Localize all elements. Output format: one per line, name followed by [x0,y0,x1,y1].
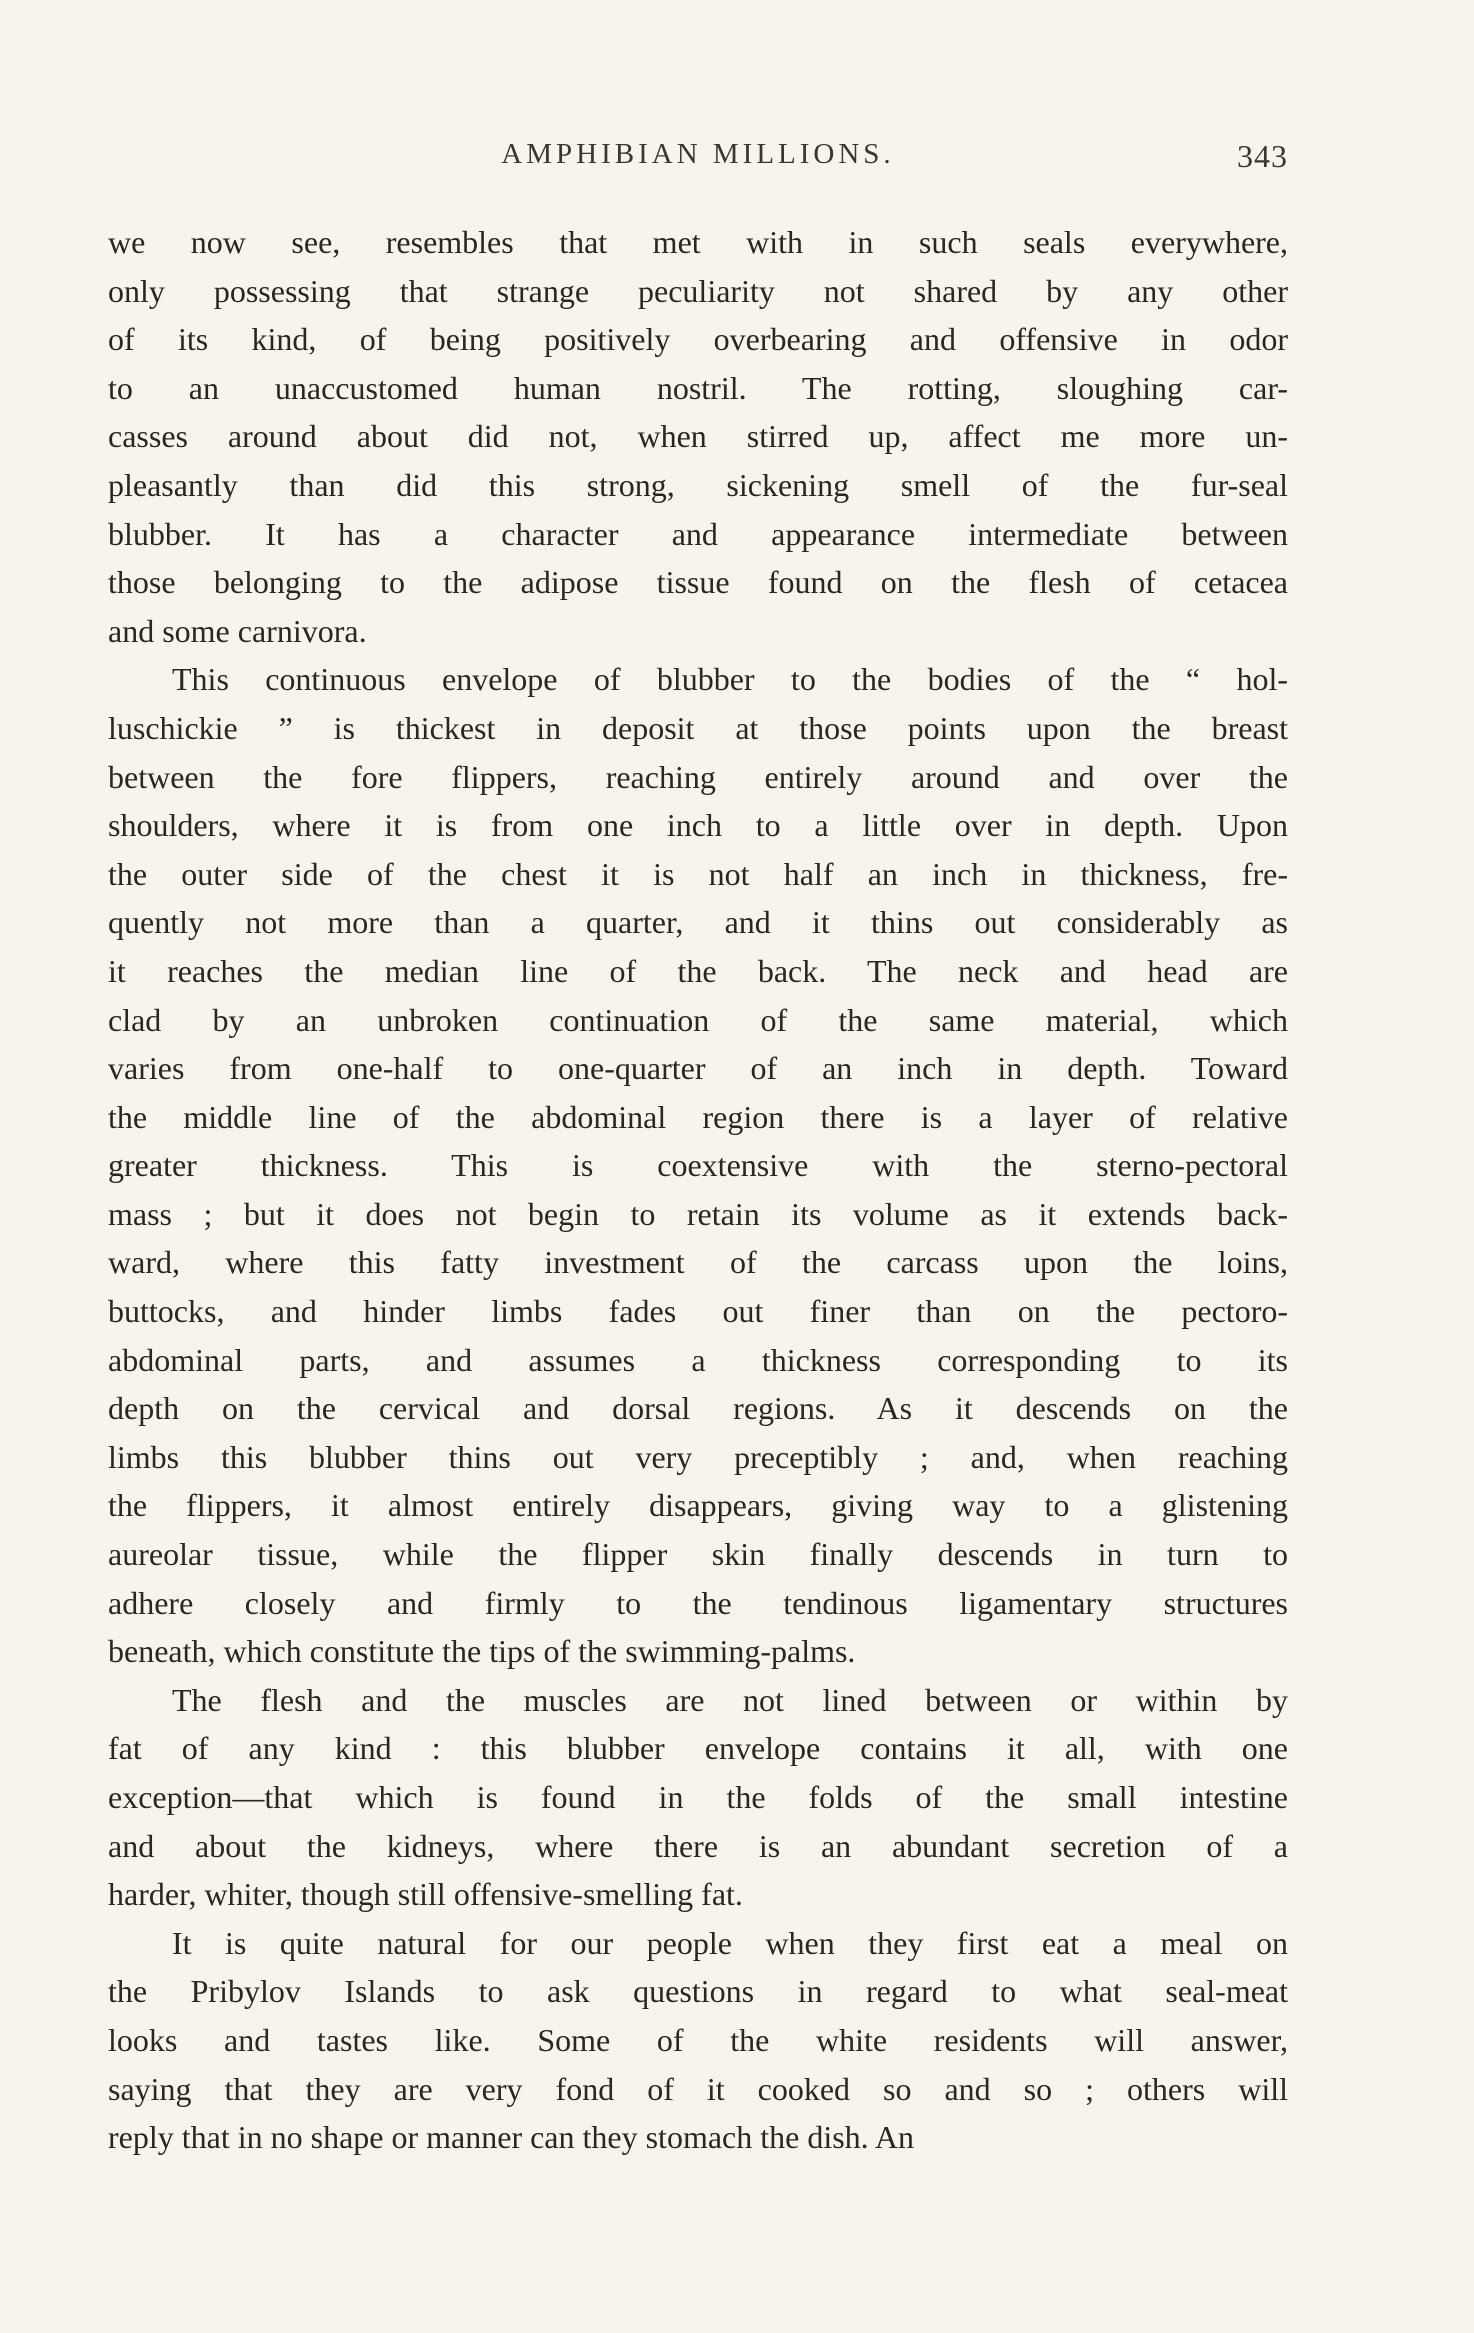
text-line: it reaches the median line of the back. The neck and head are [108,952,1288,989]
text-line: looks and tastes like. Some of the white residents will answer, [108,2021,1288,2058]
running-title: AMPHIBIAN MILLIONS. [501,138,895,170]
text-line: blubber. It has a character and appearance intermediate between [108,515,1288,552]
text-line: the flippers, it almost entirely disappears, giving way to a glistening [108,1487,1288,1524]
text-line: the middle line of the abdominal region there is a layer of relative [108,1098,1288,1135]
text-line: adhere closely and firmly to the tendinous ligamentary structures [108,1584,1288,1621]
text-line: quently not more than a quarter, and it thins out considerably as [108,904,1288,941]
text-line: between the fore flippers, reaching entirely around and over the [108,758,1288,795]
text-line: we now see, resembles that met with in such seals everywhere, [108,224,1288,260]
text-line: limbs this blubber thins out very preceptibly ; and, when reaching [108,1438,1288,1475]
text-line: to an unaccustomed human nostril. The rotting, sloughing car- [108,369,1288,406]
text-line: This continuous envelope of blubber to the bodies of the “ hol- [172,661,1288,698]
text-line: beneath, which constitute the tips of the swimming-palms. [108,1633,856,1670]
text-line: harder, whiter, though still offensive-smelling fat. [108,1876,743,1913]
text-line: and about the kidneys, where there is an abundant secretion of a [108,1827,1288,1864]
paragraph [108,1919,1288,2162]
text-line: The flesh and the muscles are not lined between or within by [172,1681,1288,1718]
text-line: abdominal parts, and assumes a thickness corresponding to its [108,1341,1288,1378]
text-line: buttocks, and hinder limbs fades out finer than on the pectoro- [108,1293,1288,1330]
paragraph [108,218,1288,655]
text-line: casses around about did not, when stirred up, affect me more un- [108,418,1288,455]
text-line: It is quite natural for our people when they first eat a meal on [172,1924,1288,1961]
text-line: and some carnivora. [108,612,367,649]
text-line: of its kind, of being positively overbearing and offensive in odor [108,321,1288,358]
text-line: saying that they are very fond of it cooked so and so ; others will [108,2070,1288,2107]
body-text [108,218,1288,2162]
text-line: varies from one-half to one-quarter of an inch in depth. Toward [108,1050,1288,1087]
text-line: the outer side of the chest it is not half an inch in thickness, fre- [108,855,1288,892]
running-head [108,138,1288,178]
text-line: the Pribylov Islands to ask questions in regard to what seal-meat [108,1973,1288,2010]
text-line: shoulders, where it is from one inch to a little over in depth. Upon [108,807,1288,844]
text-line: only possessing that strange peculiarity not shared by any other [108,272,1288,309]
paragraph [108,655,1288,1675]
text-line: those belonging to the adipose tissue found on the flesh of cetacea [108,564,1288,601]
text-line: clad by an unbroken continuation of the same material, which [108,1001,1288,1038]
text-line: reply that in no shape or manner can they stomach the dish. An [108,2119,915,2156]
text-line: depth on the cervical and dorsal regions. As it descends on the [108,1390,1288,1427]
page-number: 343 [1237,138,1288,174]
text-line: pleasantly than did this strong, sickening smell of the fur-seal [108,466,1288,503]
text-line: mass ; but it does not begin to retain its volume as it extends back- [108,1195,1288,1232]
paragraph [108,1676,1288,1919]
text-line: luschickie ” is thickest in deposit at those points upon the breast [108,709,1288,746]
text-line: aureolar tissue, while the flipper skin finally descends in turn to [108,1536,1288,1573]
text-line: greater thickness. This is coextensive with the sterno-pectoral [108,1147,1288,1184]
text-line: exception—that which is found in the folds of the small intestine [108,1779,1288,1815]
text-line: ward, where this fatty investment of the carcass upon the loins, [108,1244,1288,1281]
text-line: fat of any kind : this blubber envelope contains it all, with one [108,1730,1288,1767]
